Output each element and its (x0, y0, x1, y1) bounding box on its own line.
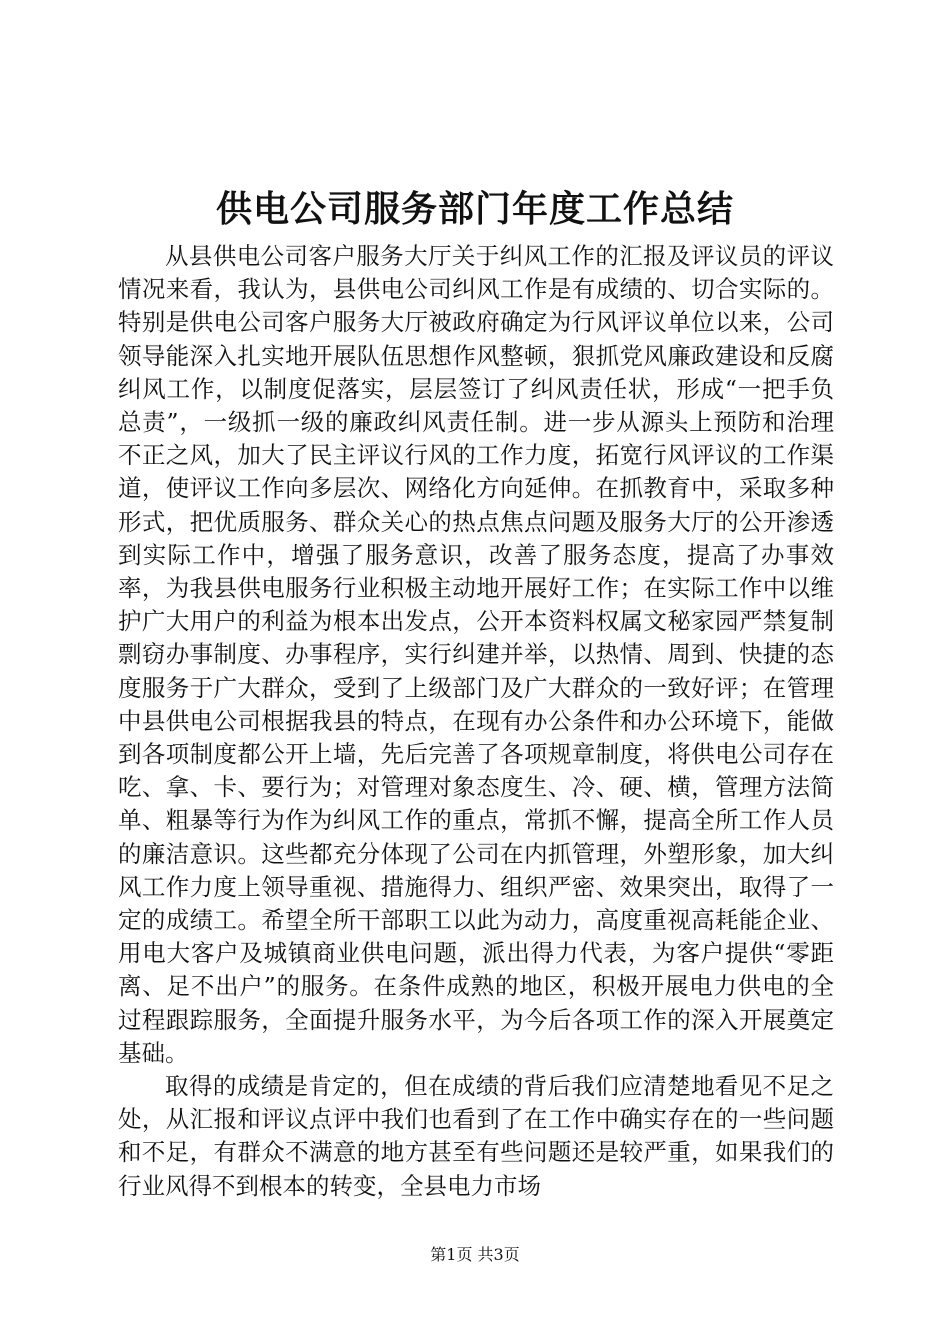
paragraph-2: 取得的成绩是肯定的，但在成绩的背后我们应清楚地看见不足之处，从汇报和评议点评中我们也看到了在工作中确实存在的一些问题和不足，有群众不满意的地方甚至有些问题还是较严重，如果我们的行业风得不到根本的转变，全县电力市场 (118, 1072, 834, 1200)
page-number-footer: 第1页 共3页 (430, 1245, 520, 1264)
document-body (118, 240, 834, 1203)
paragraph-1: 从县供电公司客户服务大厅关于纠风工作的汇报及评议员的评议情况来看，我认为，县供电公司纠风工作是有成绩的、切合实际的。特别是供电公司客户服务大厅被政府确定为行风评议单位以来，公司领导能深入扎实地开展队伍思想作风整顿，狠抓党风廉政建设和反腐纠风工作，以制度促落实，层层签订了纠风责任状，形成“一把手负总责”，一级抓一级的廉政纠风责任制。进一步从源头上预防和治理不正之风，加大了民主评议行风的工作力度，拓宽行风评议的工作渠道，使评议工作向多层次、网络化方向延伸。在抓教育中，采取多种形式，把优质服务、群众关心的热点焦点问题及服务大厅的公开渗透到实际工作中，增强了服务意识，改善了服务态度，提高了办事效率，为我县供电服务行业积极主动地开展好工作；在实际工作中以维护广大用户的利益为根本出发点，公开本资料权属文秘家园严禁复制剽窃办事制度、办事程序，实行纠建并举，以热情、周到、快捷的态度服务于广大群众，受到了上级部门及广大群众的一致好评；在管理中县供电公司根据我县的特点，在现有办公条件和办公环境下，能做到各项制度都公开上墙，先后完善了各项规章制度，将供电公司存在吃、拿、卡、要行为；对管理对象态度生、冷、硬、横，管理方法简单、粗暴等行为作为纠风工作的重点，常抓不懈，提高全所工作人员的廉洁意识。这些都充分体现了公司在内抓管理，外塑形象，加大纠风工作力度上领导重视、措施得力、组织严密、效果突出，取得了一定的成绩工。希望全所干部职工以此为动力，高度重视高耗能企业、用电大客户及城镇商业供电问题，派出得力代表，为客户提供“零距离、足不出户”的服务。在条件成熟的地区，积极开展电力供电的全过程跟踪服务，全面提升服务水平，为今后各项工作的深入开展奠定基础。 (118, 242, 834, 1067)
document-title: 供电公司服务部门年度工作总结 (215, 188, 734, 230)
